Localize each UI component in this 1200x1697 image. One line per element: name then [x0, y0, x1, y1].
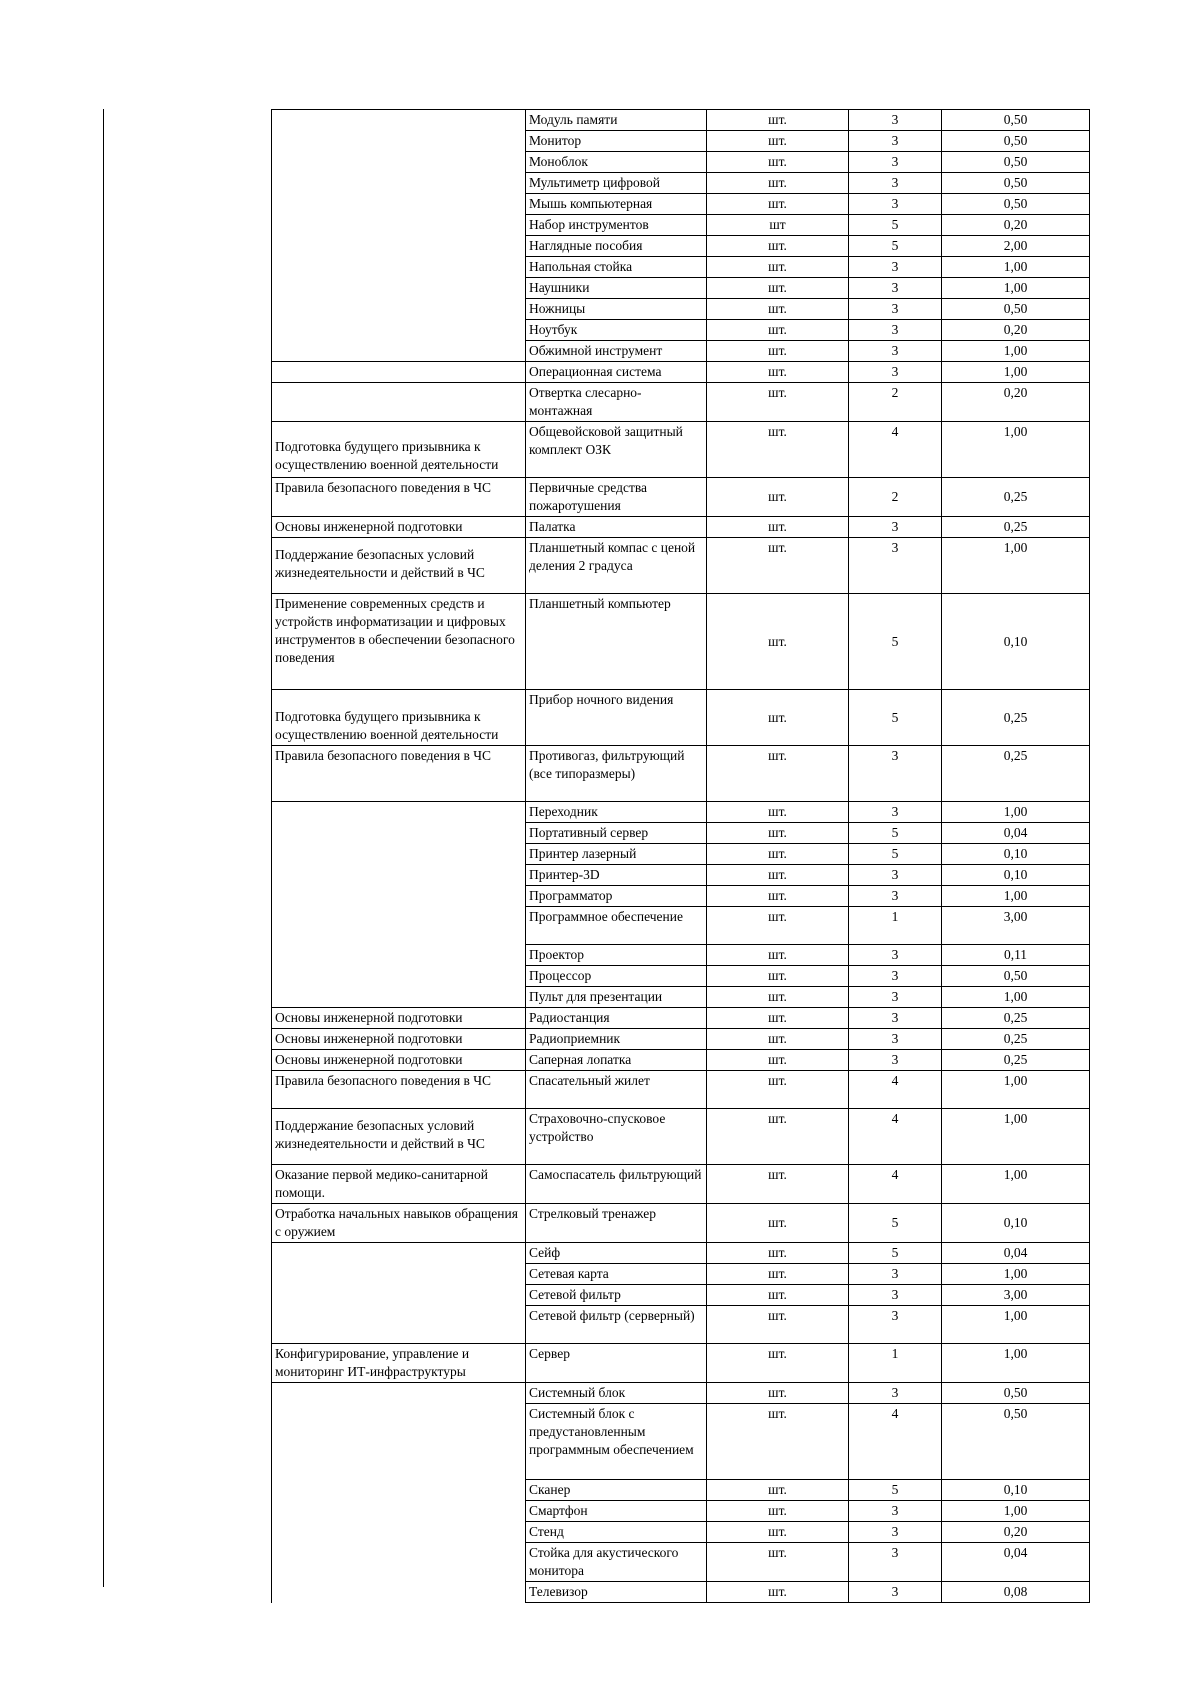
item-cell: Системный блок — [526, 1383, 707, 1404]
norm-cell: 0,50 — [942, 152, 1090, 173]
norm-cell: 0,25 — [942, 690, 1090, 746]
item-cell: Смартфон — [526, 1501, 707, 1522]
quantity-cell: 3 — [849, 1383, 942, 1404]
quantity-cell: 3 — [849, 1050, 942, 1071]
quantity-cell: 3 — [849, 1029, 942, 1050]
norm-cell: 0,11 — [942, 945, 1090, 966]
unit-cell: шт. — [707, 1543, 849, 1582]
unit-cell: шт. — [707, 341, 849, 362]
item-cell: Ноутбук — [526, 320, 707, 341]
quantity-cell: 5 — [849, 215, 942, 236]
quantity-cell: 3 — [849, 131, 942, 152]
item-cell: Планшетный компас с ценой деления 2 градуса — [526, 538, 707, 594]
item-cell: Мультиметр цифровой — [526, 173, 707, 194]
norm-cell: 0,10 — [942, 594, 1090, 690]
norm-cell: 0,50 — [942, 299, 1090, 320]
table-row — [272, 517, 1090, 538]
item-cell: Портативный сервер — [526, 823, 707, 844]
unit-cell: шт. — [707, 1404, 849, 1480]
item-cell: Первичные средства пожаротушения — [526, 478, 707, 517]
item-cell: Мышь компьютерная — [526, 194, 707, 215]
unit-cell: шт. — [707, 1071, 849, 1109]
section-cell: Поддержание безопасных условий жизнедеятельности и действий в ЧС — [272, 538, 526, 594]
unit-cell: шт. — [707, 1264, 849, 1285]
item-cell: Радиоприемник — [526, 1029, 707, 1050]
norm-cell: 0,10 — [942, 1204, 1090, 1243]
quantity-cell: 2 — [849, 383, 942, 422]
item-cell: Принтер-3D — [526, 865, 707, 886]
quantity-cell: 5 — [849, 823, 942, 844]
quantity-cell: 3 — [849, 194, 942, 215]
item-cell: Пульт для презентации — [526, 987, 707, 1008]
table-row — [272, 1344, 1090, 1383]
quantity-cell: 3 — [849, 320, 942, 341]
norm-cell: 1,00 — [942, 802, 1090, 823]
table-row — [272, 1165, 1090, 1204]
norm-cell: 1,00 — [942, 987, 1090, 1008]
section-cell: Подготовка будущего призывника к осуществлению военной деятельности — [272, 422, 526, 478]
item-cell: Моноблок — [526, 152, 707, 173]
section-cell: Основы инженерной подготовки — [272, 1008, 526, 1029]
quantity-cell: 5 — [849, 690, 942, 746]
section-cell: Основы инженерной подготовки — [272, 1050, 526, 1071]
unit-cell: шт. — [707, 110, 849, 131]
table-row — [272, 362, 1090, 383]
unit-cell: шт. — [707, 383, 849, 422]
norm-cell: 0,25 — [942, 1050, 1090, 1071]
table-row — [272, 802, 1090, 823]
table-row — [272, 383, 1090, 422]
table-row — [272, 1204, 1090, 1243]
unit-cell: шт. — [707, 1243, 849, 1264]
norm-cell: 1,00 — [942, 1071, 1090, 1109]
item-cell: Сейф — [526, 1243, 707, 1264]
unit-cell: шт. — [707, 1501, 849, 1522]
table-row — [272, 1383, 1090, 1404]
quantity-cell: 3 — [849, 945, 942, 966]
unit-cell: шт. — [707, 865, 849, 886]
unit-cell: шт. — [707, 886, 849, 907]
item-cell: Стенд — [526, 1522, 707, 1543]
unit-cell: шт — [707, 215, 849, 236]
unit-cell: шт. — [707, 1306, 849, 1344]
item-cell: Планшетный компьютер — [526, 594, 707, 690]
unit-cell: шт. — [707, 517, 849, 538]
quantity-cell: 4 — [849, 1109, 942, 1165]
item-cell: Сетевой фильтр — [526, 1285, 707, 1306]
table-row — [272, 1029, 1090, 1050]
unit-cell: шт. — [707, 1285, 849, 1306]
unit-cell: шт. — [707, 152, 849, 173]
item-cell: Телевизор — [526, 1582, 707, 1603]
unit-cell: шт. — [707, 987, 849, 1008]
item-cell: Напольная стойка — [526, 257, 707, 278]
table-row — [272, 690, 1090, 746]
item-cell: Системный блок с предустановленным программным обеспечением — [526, 1404, 707, 1480]
unit-cell: шт. — [707, 194, 849, 215]
norm-cell: 0,08 — [942, 1582, 1090, 1603]
section-cell: Оказание первой медико-санитарной помощи. — [272, 1165, 526, 1204]
quantity-cell: 5 — [849, 236, 942, 257]
section-cell: Правила безопасного поведения в ЧС — [272, 478, 526, 517]
unit-cell: шт. — [707, 278, 849, 299]
item-cell: Спасательный жилет — [526, 1071, 707, 1109]
quantity-cell: 3 — [849, 1522, 942, 1543]
table-row — [272, 1008, 1090, 1029]
left-margin-rule — [103, 109, 104, 1587]
unit-cell: шт. — [707, 823, 849, 844]
quantity-cell: 3 — [849, 257, 942, 278]
quantity-cell: 3 — [849, 299, 942, 320]
unit-cell: шт. — [707, 422, 849, 478]
norm-cell: 0,20 — [942, 383, 1090, 422]
item-cell: Программатор — [526, 886, 707, 907]
unit-cell: шт. — [707, 844, 849, 865]
unit-cell: шт. — [707, 1165, 849, 1204]
section-cell — [272, 362, 526, 383]
item-cell: Палатка — [526, 517, 707, 538]
unit-cell: шт. — [707, 1522, 849, 1543]
unit-cell: шт. — [707, 1008, 849, 1029]
norm-cell: 0,04 — [942, 823, 1090, 844]
item-cell: Сервер — [526, 1344, 707, 1383]
quantity-cell: 3 — [849, 1285, 942, 1306]
norm-cell: 1,00 — [942, 278, 1090, 299]
item-cell: Операционная система — [526, 362, 707, 383]
quantity-cell: 1 — [849, 1344, 942, 1383]
norm-cell: 0,50 — [942, 194, 1090, 215]
unit-cell: шт. — [707, 257, 849, 278]
unit-cell: шт. — [707, 746, 849, 802]
quantity-cell: 5 — [849, 1480, 942, 1501]
unit-cell: шт. — [707, 594, 849, 690]
quantity-cell: 5 — [849, 594, 942, 690]
norm-cell: 0,25 — [942, 517, 1090, 538]
item-cell: Радиостанция — [526, 1008, 707, 1029]
unit-cell: шт. — [707, 945, 849, 966]
section-cell — [272, 1243, 526, 1344]
quantity-cell: 3 — [849, 1264, 942, 1285]
norm-cell: 0,50 — [942, 131, 1090, 152]
section-cell — [272, 110, 526, 362]
item-cell: Отвертка слесарно-монтажная — [526, 383, 707, 422]
table-row — [272, 422, 1090, 478]
quantity-cell: 3 — [849, 987, 942, 1008]
norm-cell: 0,04 — [942, 1543, 1090, 1582]
norm-cell: 0,50 — [942, 110, 1090, 131]
section-cell: Правила безопасного поведения в ЧС — [272, 746, 526, 802]
item-cell: Наглядные пособия — [526, 236, 707, 257]
item-cell: Противогаз, фильтрующий (все типоразмеры) — [526, 746, 707, 802]
unit-cell: шт. — [707, 1109, 849, 1165]
norm-cell: 1,00 — [942, 1306, 1090, 1344]
norm-cell: 1,00 — [942, 257, 1090, 278]
norm-cell: 3,00 — [942, 1285, 1090, 1306]
norm-cell: 1,00 — [942, 362, 1090, 383]
section-cell: Отработка начальных навыков обращения с оружием — [272, 1204, 526, 1243]
item-cell: Стрелковый тренажер — [526, 1204, 707, 1243]
quantity-cell: 3 — [849, 1008, 942, 1029]
item-cell: Страховочно-спусковое устройство — [526, 1109, 707, 1165]
item-cell: Сетевой фильтр (серверный) — [526, 1306, 707, 1344]
norm-cell: 0,10 — [942, 844, 1090, 865]
quantity-cell: 3 — [849, 1306, 942, 1344]
norm-cell: 1,00 — [942, 1264, 1090, 1285]
section-cell: Конфигурирование, управление и мониторинг ИТ-инфраструктуры — [272, 1344, 526, 1383]
norm-cell: 1,00 — [942, 1501, 1090, 1522]
unit-cell: шт. — [707, 478, 849, 517]
norm-cell: 2,00 — [942, 236, 1090, 257]
unit-cell: шт. — [707, 907, 849, 945]
item-cell: Принтер лазерный — [526, 844, 707, 865]
item-cell: Наушники — [526, 278, 707, 299]
quantity-cell: 3 — [849, 110, 942, 131]
norm-cell: 1,00 — [942, 538, 1090, 594]
quantity-cell: 3 — [849, 1582, 942, 1603]
quantity-cell: 3 — [849, 1501, 942, 1522]
unit-cell: шт. — [707, 966, 849, 987]
item-cell: Стойка для акустического монитора — [526, 1543, 707, 1582]
item-cell: Модуль памяти — [526, 110, 707, 131]
quantity-cell: 2 — [849, 478, 942, 517]
table-row — [272, 538, 1090, 594]
quantity-cell: 3 — [849, 966, 942, 987]
unit-cell: шт. — [707, 690, 849, 746]
unit-cell: шт. — [707, 320, 849, 341]
norm-cell: 3,00 — [942, 907, 1090, 945]
quantity-cell: 4 — [849, 1404, 942, 1480]
quantity-cell: 5 — [849, 844, 942, 865]
quantity-cell: 4 — [849, 1071, 942, 1109]
table-row — [272, 110, 1090, 131]
quantity-cell: 3 — [849, 173, 942, 194]
item-cell: Прибор ночного видения — [526, 690, 707, 746]
unit-cell: шт. — [707, 236, 849, 257]
table-row — [272, 1050, 1090, 1071]
norm-cell: 0,20 — [942, 320, 1090, 341]
norm-cell: 0,25 — [942, 1008, 1090, 1029]
norm-cell: 0,20 — [942, 215, 1090, 236]
norm-cell: 0,04 — [942, 1243, 1090, 1264]
item-cell: Сканер — [526, 1480, 707, 1501]
section-cell — [272, 1383, 526, 1603]
section-cell: Основы инженерной подготовки — [272, 1029, 526, 1050]
norm-cell: 0,10 — [942, 1480, 1090, 1501]
section-cell: Подготовка будущего призывника к осуществлению военной деятельности — [272, 690, 526, 746]
item-cell: Набор инструментов — [526, 215, 707, 236]
quantity-cell: 3 — [849, 802, 942, 823]
section-cell — [272, 802, 526, 1008]
quantity-cell: 3 — [849, 517, 942, 538]
norm-cell: 0,50 — [942, 1383, 1090, 1404]
norm-cell: 0,50 — [942, 966, 1090, 987]
item-cell: Саперная лопатка — [526, 1050, 707, 1071]
norm-cell: 0,50 — [942, 1404, 1090, 1480]
equipment-table — [271, 109, 1090, 1603]
quantity-cell: 4 — [849, 1165, 942, 1204]
unit-cell: шт. — [707, 173, 849, 194]
quantity-cell: 3 — [849, 278, 942, 299]
quantity-cell: 5 — [849, 1243, 942, 1264]
unit-cell: шт. — [707, 299, 849, 320]
item-cell: Процессор — [526, 966, 707, 987]
norm-cell: 1,00 — [942, 341, 1090, 362]
norm-cell: 1,00 — [942, 1109, 1090, 1165]
unit-cell: шт. — [707, 131, 849, 152]
norm-cell: 0,10 — [942, 865, 1090, 886]
item-cell: Ножницы — [526, 299, 707, 320]
unit-cell: шт. — [707, 802, 849, 823]
table-row — [272, 1071, 1090, 1109]
norm-cell: 0,25 — [942, 478, 1090, 517]
item-cell: Программное обеспечение — [526, 907, 707, 945]
norm-cell: 0,25 — [942, 1029, 1090, 1050]
quantity-cell: 3 — [849, 362, 942, 383]
unit-cell: шт. — [707, 1204, 849, 1243]
quantity-cell: 1 — [849, 907, 942, 945]
item-cell: Проектор — [526, 945, 707, 966]
unit-cell: шт. — [707, 538, 849, 594]
section-cell: Правила безопасного поведения в ЧС — [272, 1071, 526, 1109]
table-row — [272, 478, 1090, 517]
item-cell: Самоспасатель фильтрующий — [526, 1165, 707, 1204]
table-row — [272, 1243, 1090, 1264]
quantity-cell: 3 — [849, 746, 942, 802]
norm-cell: 1,00 — [942, 1165, 1090, 1204]
section-cell: Основы инженерной подготовки — [272, 517, 526, 538]
unit-cell: шт. — [707, 1383, 849, 1404]
item-cell: Переходник — [526, 802, 707, 823]
unit-cell: шт. — [707, 1050, 849, 1071]
norm-cell: 0,50 — [942, 173, 1090, 194]
quantity-cell: 5 — [849, 1204, 942, 1243]
norm-cell: 1,00 — [942, 422, 1090, 478]
section-cell — [272, 383, 526, 422]
item-cell: Сетевая карта — [526, 1264, 707, 1285]
table-row — [272, 1109, 1090, 1165]
unit-cell: шт. — [707, 1344, 849, 1383]
quantity-cell: 3 — [849, 865, 942, 886]
quantity-cell: 4 — [849, 422, 942, 478]
norm-cell: 1,00 — [942, 886, 1090, 907]
table-row — [272, 594, 1090, 690]
unit-cell: шт. — [707, 362, 849, 383]
norm-cell: 1,00 — [942, 1344, 1090, 1383]
item-cell: Монитор — [526, 131, 707, 152]
unit-cell: шт. — [707, 1480, 849, 1501]
unit-cell: шт. — [707, 1582, 849, 1603]
table-row — [272, 746, 1090, 802]
quantity-cell: 3 — [849, 341, 942, 362]
quantity-cell: 3 — [849, 1543, 942, 1582]
item-cell: Обжимной инструмент — [526, 341, 707, 362]
quantity-cell: 3 — [849, 886, 942, 907]
section-cell: Применение современных средств и устройств информатизации и цифровых инструментов в обеспечении безопасного поведения — [272, 594, 526, 690]
section-cell: Поддержание безопасных условий жизнедеятельности и действий в ЧС — [272, 1109, 526, 1165]
quantity-cell: 3 — [849, 152, 942, 173]
norm-cell: 0,25 — [942, 746, 1090, 802]
item-cell: Общевойсковой защитный комплект ОЗК — [526, 422, 707, 478]
unit-cell: шт. — [707, 1029, 849, 1050]
quantity-cell: 3 — [849, 538, 942, 594]
norm-cell: 0,20 — [942, 1522, 1090, 1543]
